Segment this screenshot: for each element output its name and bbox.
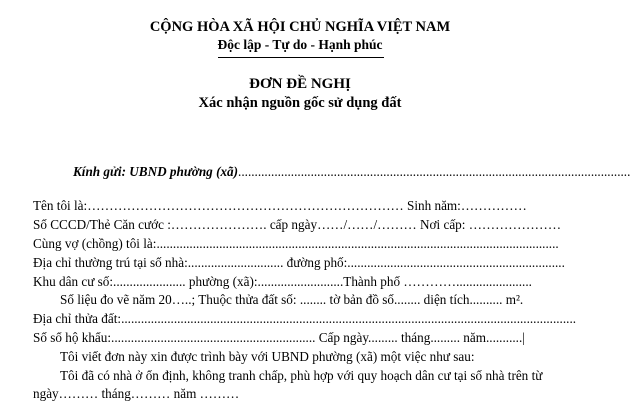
motto-underline (218, 57, 384, 58)
document-title: ĐƠN ĐỀ NGHỊ (249, 76, 351, 92)
form-line-land-address: Địa chỉ thửa đất:.......................................................................................................................................... (33, 311, 577, 326)
recipient-fill: ....................................................................................................................... (238, 164, 630, 179)
form-line-address: Địa chỉ thường trú tại số nhà:............................. đường phố:.................................................................. (33, 255, 565, 270)
form-line-name: Tên tôi là:……………………………………………………………… Sinh năm:…………… (33, 198, 527, 213)
national-motto: Độc lập - Tự do - Hạnh phúc (217, 37, 383, 52)
recipient-label: Kính gửi: UBND phường (xã) (73, 164, 239, 179)
form-line-statement: Tôi viết đơn này xin được trình bày với UBND phường (xã) một việc như sau: (60, 349, 475, 364)
form-line-residence: Tôi đã có nhà ở ổn định, không tranh chấp, phù hợp với quy hoạch dân cư tại số nhà trên từ (60, 368, 543, 383)
document-subtitle: Xác nhận nguồn gốc sử dụng đất (198, 95, 402, 111)
form-line-residential-area: Khu dân cư số:...................... phường (xã):..........................Thành phố …………....................... (33, 274, 532, 289)
form-line-survey: Số liệu đo vẽ năm 20…..; Thuộc thửa đất số: ........ tờ bản đồ số........ diện tích.......... m². (60, 292, 524, 307)
form-line-id-card: Số CCCD/Thẻ Căn cước :…………………. cấp ngày……/……/……… Nơi cấp: ………………… (33, 217, 562, 232)
national-title: CỘNG HÒA XÃ HỘI CHỦ NGHĨA VIỆT NAM (149, 19, 451, 35)
recipient-line (73, 164, 630, 180)
form-line-spouse: Cùng vợ (chồng) tôi là:.......................................................................................................................... (33, 236, 559, 251)
form-line-household-book: Số sổ hộ khẩu:.............................................................. Cấp ngày......... tháng......... năm...........| (33, 330, 525, 345)
form-line-date: ngày……… tháng……… năm ……… (33, 386, 240, 401)
